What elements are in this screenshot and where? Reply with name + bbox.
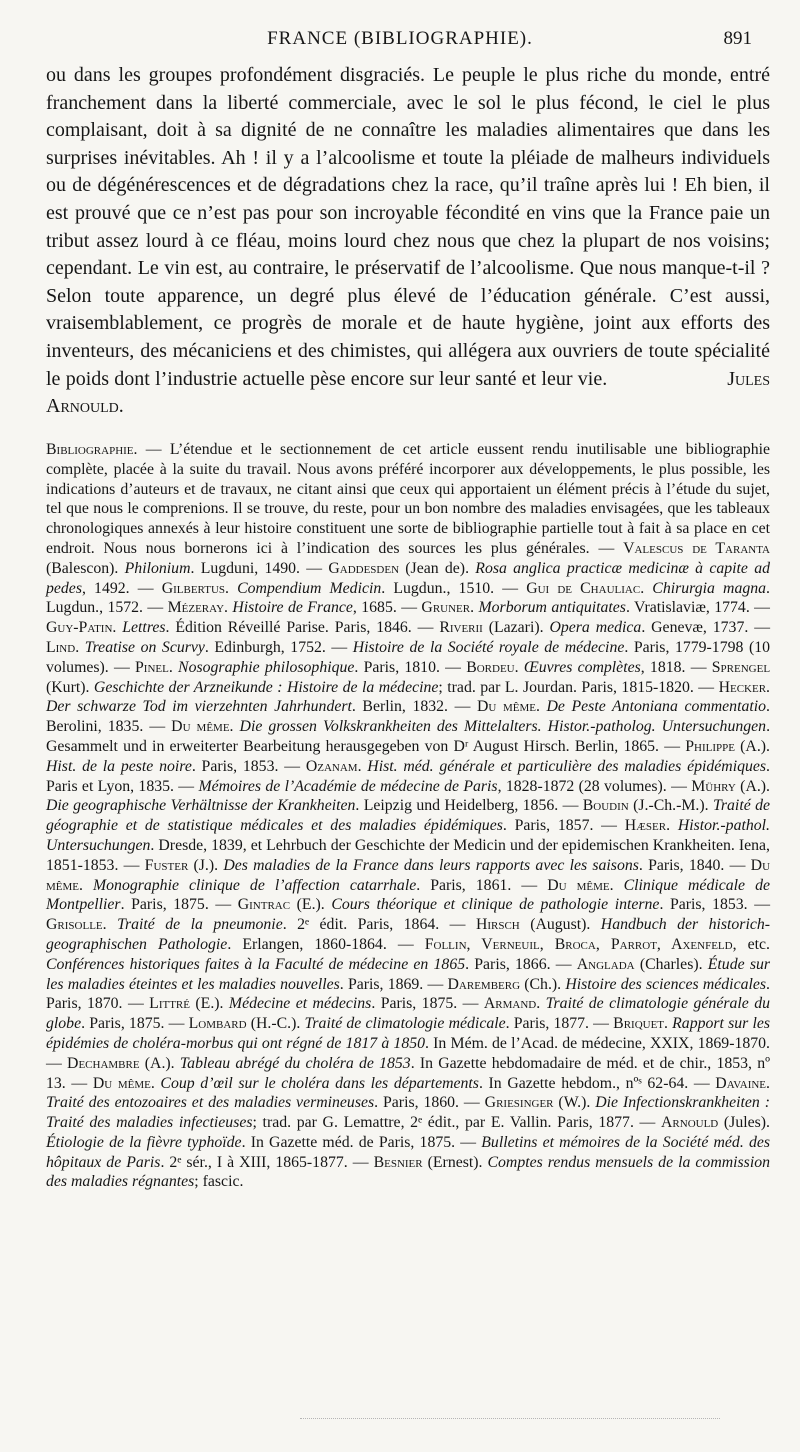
reference-separator: —: [749, 599, 770, 617]
reference-publication: . Lugdun., 1510.: [381, 579, 495, 597]
reference-title: Histoire de France: [232, 599, 353, 617]
reference-author: Griesinger: [484, 1094, 554, 1112]
reference-author-details: .: [225, 579, 238, 597]
reference-publication: . Dresde, 1839, et Lehrbuch der Geschichte der Medicin und der epidemischen Krankheiten. Iena, 1851-1853.: [46, 836, 770, 874]
reference-separator: —: [448, 698, 477, 716]
reference-author-details: (J.).: [188, 856, 224, 874]
reference-entry: [238, 896, 748, 913]
reference-separator: —: [396, 599, 422, 617]
reference-separator: —: [494, 579, 527, 597]
reference-entry: [162, 580, 494, 597]
reference-author: Mézeray: [167, 599, 225, 617]
reference-title: Traité de géographie et de statistique médicales et des maladies épidémiques: [46, 797, 771, 835]
reference-author-details: (E.).: [189, 995, 229, 1013]
reference-author-details: (H.-C.).: [246, 1015, 305, 1033]
reference-separator: —: [278, 757, 306, 775]
reference-publication: . Paris, 1840.: [638, 856, 725, 874]
reference-title: Die grossen Volkskrankheiten des Mittelalters. Histor.-patholog. Untersuchungen: [239, 718, 767, 736]
reference-publication: . Paris et Lyon, 1835.: [46, 757, 770, 795]
reference-title: Treatise on Scurvy: [84, 638, 205, 656]
reference-separator: —: [511, 876, 548, 894]
reference-publication: . Paris, 1875.: [120, 896, 209, 914]
reference-author-details: (A.).: [734, 737, 771, 755]
reference-separator: —: [747, 896, 770, 914]
reference-author-details: .: [102, 916, 118, 934]
reference-author: Du même: [477, 698, 536, 716]
reference-author-details: .: [224, 599, 233, 617]
reference-separator: —: [439, 916, 476, 934]
reference-separator: —: [659, 737, 686, 755]
running-title: FRANCE (BIBLIOGRAPHIE).: [267, 28, 533, 49]
reference-author-details: .: [150, 1074, 161, 1092]
reference-separator: —: [685, 658, 712, 676]
reference-title: Tableau abrégé du choléra de 1853: [179, 1054, 411, 1072]
reference-author-details: (Lazari).: [482, 619, 550, 637]
page-number: 891: [723, 28, 752, 49]
reference-publication: . In Gazette hebdomadaire de méd. et de chir., 1853, nº 13.: [46, 1054, 771, 1092]
reference-author: Fuster: [144, 856, 189, 874]
reference-author: Besnier: [373, 1153, 423, 1171]
reference-author-details: .: [470, 599, 479, 617]
reference-entry: [149, 995, 457, 1012]
reference-author: Bordeu: [466, 658, 515, 676]
reference-title: Histoire des sciences médicales: [565, 975, 767, 993]
reference-author: Arnould: [661, 1114, 719, 1132]
reference-publication: . Paris, 1779-1798 (10 volumes).: [46, 638, 770, 676]
reference-entry: [439, 619, 748, 636]
reference-author: Riverii: [439, 619, 483, 637]
reference-author: Hæser: [624, 817, 667, 835]
reference-author: Grisolle: [46, 916, 103, 934]
reference-author: Dechambre: [67, 1054, 140, 1072]
reference-title: Médecine et médecins: [228, 995, 372, 1013]
reference-author: Lombard: [188, 1015, 247, 1033]
reference-author-details: (A.).: [735, 777, 771, 795]
reference-title: Monographie clinique de l’affection catarrhale: [92, 876, 417, 894]
reference-separator: —: [142, 599, 168, 617]
reference-separator: —: [122, 995, 150, 1013]
reference-publication: . In Mém. de l’Acad. de médecine, XXIX, 1869-1870.: [425, 1034, 770, 1052]
reference-title: Der schwarze Tod im vierzehnten Jahrhundert: [46, 698, 352, 716]
reference-author: Armand: [483, 995, 537, 1013]
author-signature: Jules Arnould.: [46, 367, 770, 418]
reference-author: Gruner: [421, 599, 471, 617]
reference-publication: , 1818.: [640, 658, 686, 676]
reference-entry: [46, 916, 439, 933]
reference-author-details: .: [609, 876, 624, 894]
reference-separator: —: [386, 935, 425, 953]
reference-title: Traité de la pneumonie: [117, 916, 283, 934]
reference-publication: . Lugduni, 1490.: [190, 559, 300, 577]
reference-publication: . Gesammelt und in erweiterter Bearbeitung herausgegeben von Dʳ August Hirsch. Berlin, 1865.: [46, 718, 771, 755]
reference-publication: . In Gazette hebdom., nºˢ 62-64.: [478, 1074, 689, 1092]
reference-publication: . Paris, 1860.: [374, 1094, 460, 1112]
reference-author-details: (August).: [519, 916, 601, 934]
reference-publication: . Erlangen, 1860-1864.: [227, 935, 387, 953]
reference-title: Coup d’œil sur le choléra dans les départements: [160, 1074, 479, 1092]
bibliography-section: [46, 440, 770, 1192]
reference-separator: —: [65, 1074, 93, 1092]
reference-author: Valescus de Taranta: [623, 539, 771, 557]
reference-separator: —: [455, 1133, 482, 1151]
reference-title: Opera medica: [549, 619, 642, 637]
reference-separator: —: [550, 955, 577, 973]
reference-entry: [421, 599, 749, 616]
reference-author-details: .: [75, 638, 85, 656]
reference-separator: —: [589, 1015, 614, 1033]
reference-publication: , 1685.: [352, 599, 397, 617]
reference-title: Étiologie de la fièvre typhoïde: [46, 1133, 242, 1151]
reference-title: Compendium Medicin: [237, 579, 382, 597]
reference-publication: . Paris, 1877.: [505, 1015, 590, 1033]
reference-author-details: (J.-Ch.-M.).: [628, 797, 713, 815]
reference-publication: . 2ᵉ sér., I à XIII, 1865-1877.: [160, 1153, 348, 1171]
reference-author-details: .: [766, 678, 770, 696]
reference-author: Hecker: [718, 678, 767, 696]
reference-publication: ; fascic.: [194, 1173, 244, 1191]
reference-publication: . Paris, 1810.: [354, 658, 440, 676]
reference-author-details: (Ernest).: [422, 1153, 488, 1171]
reference-author-details: (W.).: [553, 1094, 596, 1112]
reference-author: Gintrac: [237, 896, 291, 914]
reference-separator: —: [108, 658, 136, 676]
reference-separator: —: [411, 619, 440, 637]
reference-separator: —: [459, 1094, 485, 1112]
reference-title: Conférences historiques faites à la Faculté de médecine en 1865: [46, 955, 466, 973]
reference-separator: —: [633, 1114, 662, 1132]
reference-separator: —: [589, 539, 624, 557]
reference-separator: —: [118, 856, 145, 874]
reference-publication: . Genevæ, 1737.: [641, 619, 749, 637]
reference-separator: —: [325, 638, 353, 656]
reference-publication: , 1492.: [81, 579, 130, 597]
running-header: [40, 28, 760, 60]
reference-entry: [46, 619, 412, 636]
reference-title: Lettres: [122, 619, 166, 637]
reference-separator: —: [666, 777, 692, 795]
reference-author-details: (A.).: [139, 1054, 180, 1072]
reference-author: Du même: [46, 856, 771, 894]
reference-separator: —: [693, 678, 719, 696]
reference-author-details: .: [766, 1074, 770, 1092]
reference-publication: . 2ᵉ édit. Paris, 1864.: [282, 916, 440, 934]
reference-author-details: (Charles).: [634, 955, 708, 973]
reference-author-details: .: [536, 995, 546, 1013]
reference-author-details: .: [535, 698, 547, 716]
reference-author: Pinel: [135, 658, 169, 676]
body-paragraph: [46, 62, 770, 421]
reference-author: Gilbertus: [161, 579, 226, 597]
reference-author-details: (Balescon).: [46, 559, 125, 577]
reference-title: Œuvres complètes: [523, 658, 641, 676]
reference-author: Ozanam: [305, 757, 358, 775]
reference-author-details: .: [357, 757, 368, 775]
reference-author-details: (E.).: [290, 896, 332, 914]
reference-title: Die Infectionskrankheiten : Traité des maladies infectieuses: [46, 1094, 770, 1132]
reference-publication: . Paris, 1861.: [416, 876, 512, 894]
reference-title: Chirurgia magna: [652, 579, 767, 597]
reference-author-details: .: [79, 876, 93, 894]
reference-publication: . Paris, 1875.: [81, 1015, 165, 1033]
reference-author: Daremberg: [447, 975, 521, 993]
reference-title: Die geographische Verhältnisse der Krankheiten: [46, 797, 356, 815]
reference-publication: . Paris, 1866.: [465, 955, 551, 973]
body-text: ou dans les groupes profondément disgraciés. Le peuple le plus riche du monde, entré franchement dans la liberté commerciale, avec le sol le plus fécond, le ciel le plus complaisant, doit à sa dignité de ne connaître les maladies alimentaires que dans les surprises inévitables. Ah ! il y a l’alcoolisme et toute la pléiade de malheurs individuels ou de dégénérescences et de dégradations chez la race, qu’il traîne après lui ! Eh bien, il est prouvé que ce n’est pas pour son incroyable fécondité en vins que la France paie un tribut assez lourd à ce fléau, moins lourd chez nous que chez la plupart de nos voisins; cependant. Le vin est, au contraire, le préservatif de l’alcoolisme. Que nous manque-t-il ? Selon toute apparence, un degré plus élevé de l’éducation générale. C’est aussi, vraisemblablement, ce progrès de morale et de haute hygiène, joint aux efforts des inventeurs, des mécaniciens et des chimistes, qui allégera aux ouvriers de toute spécialité le poids dont l’industrie actuelle pèse encore sur leur santé et leur vie.: [46, 64, 770, 390]
reference-title: De Peste Antoniana commentatio: [546, 698, 767, 716]
reference-publication: . Leipzig und Heidelberg, 1856.: [355, 797, 559, 815]
reference-entry: [46, 639, 326, 656]
reference-title: Bulletins et mémoires de la Société méd. des hôpitaux de Paris: [46, 1133, 771, 1171]
reference-entry: [466, 659, 685, 676]
reference-author-details: .: [112, 619, 123, 637]
reference-author: Briquet: [613, 1015, 665, 1033]
reference-title: Hist. méd. générale et particulière des maladies épidémiques: [367, 757, 767, 775]
reference-entry: [198, 778, 666, 795]
reference-title: Handbuch der historich-geographischen Pathologie: [46, 916, 771, 953]
reference-separator: —: [300, 559, 329, 577]
reference-author: Anglada: [576, 955, 635, 973]
reference-author: Philippe: [685, 737, 735, 755]
reference-title: Cours théorique et clinique de pathologie interne: [331, 896, 660, 914]
reference-author-details: , etc.: [732, 935, 770, 953]
reference-publication: . Vratislaviæ, 1774.: [625, 599, 750, 617]
bottom-dotted-rule: [300, 1418, 720, 1419]
reference-publication: . Paris, 1875.: [371, 995, 458, 1013]
reference-title: Rosa anglica practicæ medicinæ à capite ad pedes: [46, 559, 771, 597]
reference-title: Traité des entozoaires et des maladies vermineuses: [46, 1094, 375, 1112]
reference-entry: [168, 599, 397, 616]
reference-separator: —: [129, 579, 162, 597]
reference-separator: —: [748, 619, 770, 637]
reference-title: Traité de climatologie générale du globe: [46, 995, 770, 1033]
reference-publication: . Berlin, 1832.: [351, 698, 449, 716]
reference-author-details: .: [664, 1015, 673, 1033]
reference-publication: . Lugdun., 1572.: [46, 579, 770, 617]
reference-title: Clinique médicale de Montpellier: [46, 876, 770, 914]
reference-publication: ; trad. par G. Lemattre, 2ᵉ édit., par E. Vallin. Paris, 1877.: [252, 1114, 634, 1132]
reference-author: Hirsch: [475, 916, 520, 934]
reference-title: Mémoires de l’Académie de médecine de Paris: [198, 777, 498, 795]
reference-separator: —: [688, 1074, 716, 1092]
reference-author: Mühry: [691, 777, 736, 795]
reference-title: Étude sur les maladies éteintes et les maladies nouvelles: [46, 955, 771, 993]
reference-author-details: (Jean de).: [399, 559, 476, 577]
reference-title: Hist. de la peste noire: [46, 757, 192, 775]
reference-publication: . Edinburgh, 1752.: [204, 638, 326, 656]
reference-entry: [189, 1015, 589, 1032]
reference-title: Rapport sur les épidémies de choléra-morbus qui ont régné de 1817 à 1850: [46, 1015, 771, 1052]
reference-author: Gaddesden: [328, 559, 400, 577]
reference-title: Comptes rendus mensuels de la commission des maladies régnantes: [46, 1153, 770, 1191]
reference-separator: —: [143, 718, 172, 736]
reference-list: [46, 540, 770, 1191]
reference-author: Guy-Patin: [46, 619, 113, 637]
reference-publication: . Paris, 1853.: [191, 757, 279, 775]
reference-entry: [135, 659, 440, 676]
reference-title: Traité de climatologie médicale: [304, 1015, 506, 1033]
reference-separator: —: [593, 817, 625, 835]
reference-title: Histor.-pathol. Untersuchungen: [46, 817, 770, 854]
reference-publication: . Paris, 1853.: [659, 896, 748, 914]
reference-publication: . In Gazette méd. de Paris, 1875.: [241, 1133, 456, 1151]
reference-author: Du même: [171, 718, 230, 736]
reference-separator: —: [439, 658, 467, 676]
reference-author-details: .: [666, 817, 678, 835]
reference-author: Gui de Chauliac: [526, 579, 641, 597]
reference-publication: . Berolini, 1835.: [46, 698, 770, 736]
bibliography-label: Bibliographie.: [46, 441, 138, 458]
reference-publication: . Paris, 1869.: [339, 975, 424, 993]
reference-title: Nosographie philosophique: [178, 658, 355, 676]
reference-publication: . Paris, 1857.: [502, 817, 594, 835]
reference-title: Morborum antiquitates: [478, 599, 626, 617]
reference-separator: —: [173, 777, 199, 795]
reference-publication: . Édition Réveillé Parise. Paris, 1846.: [165, 619, 412, 637]
reference-separator: —: [208, 896, 238, 914]
reference-author: Du même: [547, 876, 610, 894]
reference-author-details: .: [640, 579, 653, 597]
reference-publication: , 1828-1872 (28 volumes).: [497, 777, 667, 795]
reference-author-details: .: [229, 718, 240, 736]
reference-author-details: (Kurt).: [46, 678, 94, 696]
reference-title: Geschichte der Arzneikunde : Histoire de la médecine: [93, 678, 439, 696]
reference-author-details: .: [168, 658, 179, 676]
reference-author-details: .: [514, 658, 524, 676]
reference-title: Histoire de la Société royale de médecine: [352, 638, 625, 656]
reference-author: Du même: [92, 1074, 151, 1092]
reference-entry: [93, 1075, 688, 1092]
reference-author: Littré: [149, 995, 190, 1013]
reference-author: Davaine: [715, 1074, 767, 1092]
reference-title: Philonium: [124, 559, 191, 577]
reference-separator: —: [724, 856, 751, 874]
reference-entry: [145, 857, 725, 874]
reference-separator: —: [46, 1054, 68, 1072]
reference-publication: ; trad. par L. Jourdan. Paris, 1815-1820.: [438, 678, 694, 696]
reference-author: Lind: [46, 638, 76, 656]
bibliography-intro: — L’étendue et le sectionnement de cet article eussent rendu inutilisable une bibliographie complète, placée à la suite du travail. Nous avons préféré incorporer aux développements, le plus possible, les indications d’auteurs et de travaux, ne citant ainsi que ceux qui apportaient un élément précis à l’étude du sujet, tel que nous le comprenions. Il se trouve, du reste, pour un bon nombre des maladies envisagées, que les tableaux chronologiques annexés à leur histoire constituent une sorte de bibliographie partielle tout à fait à sa place en cet endroit. Nous nous bornerons ici à l’indication des sources les plus générales.: [46, 441, 770, 557]
reference-author: Boudin: [582, 797, 629, 815]
reference-author: Sprengel: [711, 658, 771, 676]
reference-separator: —: [558, 797, 583, 815]
reference-title: Des maladies de la France dans leurs rapports avec les saisons: [223, 856, 639, 874]
reference-separator: —: [423, 975, 448, 993]
reference-separator: —: [347, 1153, 374, 1171]
reference-separator: —: [457, 995, 484, 1013]
reference-author-details: (Ch.).: [520, 975, 566, 993]
reference-separator: —: [164, 1015, 189, 1033]
reference-author: Follin, Verneuil, Broca, Parrot, Axenfeld: [424, 935, 733, 953]
reference-author-details: (Jules).: [718, 1114, 770, 1132]
reference-publication: . Paris, 1870.: [46, 975, 770, 1013]
